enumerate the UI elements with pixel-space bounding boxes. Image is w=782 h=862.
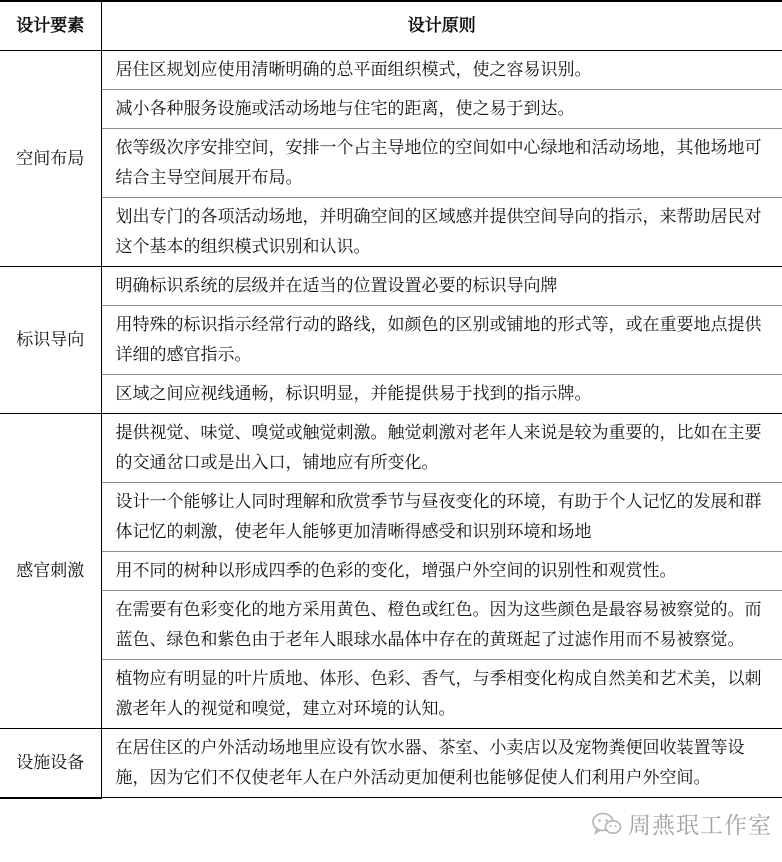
table-row [0, 660, 782, 729]
table-row [0, 306, 782, 375]
principle-cell: 在居住区的户外活动场地里应设有饮水器、茶室、小卖店以及宠物粪便回收装置等设施，因为它们不仅使老年人在户外活动更加便利也能够促使人们利用户外空间。 [101, 729, 782, 798]
principle-cell: 用不同的树种以形成四季的色彩的变化，增强户外空间的识别性和观赏性。 [101, 552, 782, 591]
header-design-principle: 设计原则 [101, 1, 782, 51]
table-row [0, 414, 782, 483]
header-design-element: 设计要素 [0, 1, 101, 51]
table-row [0, 375, 782, 414]
principle-cell: 居住区规划应使用清晰明确的总平面组织模式，使之容易识别。 [101, 51, 782, 90]
header-row [0, 1, 782, 51]
table-row [0, 483, 782, 552]
element-cell-signage: 标识导向 [0, 267, 101, 414]
principle-cell: 区域之间应视线通畅，标识明显，并能提供易于找到的指示牌。 [101, 375, 782, 414]
principle-cell: 划出专门的各项活动场地，并明确空间的区域感并提供空间导向的指示，来帮助居民对这个基本的组织模式识别和认识。 [101, 198, 782, 267]
table-row [0, 51, 782, 90]
table-row [0, 198, 782, 267]
element-cell-spatial-layout: 空间布局 [0, 51, 101, 267]
principle-cell: 设计一个能够让人同时理解和欣赏季节与昼夜变化的环境，有助于个人记忆的发展和群体记忆的刺激，使老年人能够更加清晰得感受和识别环境和场地 [101, 483, 782, 552]
table-row [0, 129, 782, 198]
watermark-text: 周燕珉工作室 [628, 813, 772, 839]
watermark [592, 807, 772, 840]
principle-cell: 提供视觉、味觉、嗅觉或触觉刺激。触觉刺激对老年人来说是较为重要的，比如在主要的交通岔口或是出入口，铺地应有所变化。 [101, 414, 782, 483]
principle-cell: 依等级次序安排空间，安排一个占主导地位的空间如中心绿地和活动场地，其他场地可结合主导空间展开布局。 [101, 129, 782, 198]
table-row [0, 90, 782, 129]
table-row [0, 591, 782, 660]
element-cell-sensory-stimulation: 感官刺激 [0, 414, 101, 729]
table-row [0, 729, 782, 798]
element-cell-facilities: 设施设备 [0, 729, 101, 798]
principle-cell: 减小各种服务设施或活动场地与住宅的距离，使之易于到达。 [101, 90, 782, 129]
table-row [0, 267, 782, 306]
principle-cell: 明确标识系统的层级并在适当的位置设置必要的标识导向牌 [101, 267, 782, 306]
principle-cell: 用特殊的标识指示经常行动的路线，如颜色的区别或铺地的形式等，或在重要地点提供详细的感官指示。 [101, 306, 782, 375]
wechat-icon [592, 812, 622, 836]
principle-cell: 在需要有色彩变化的地方采用黄色、橙色或红色。因为这些颜色是最容易被察觉的。而蓝色、绿色和紫色由于老年人眼球水晶体中存在的黄斑起了过滤作用而不易被察觉。 [101, 591, 782, 660]
table-row [0, 552, 782, 591]
principle-cell: 植物应有明显的叶片质地、体形、色彩、香气，与季相变化构成自然美和艺术美，以刺激老年人的视觉和嗅觉，建立对环境的认知。 [101, 660, 782, 729]
